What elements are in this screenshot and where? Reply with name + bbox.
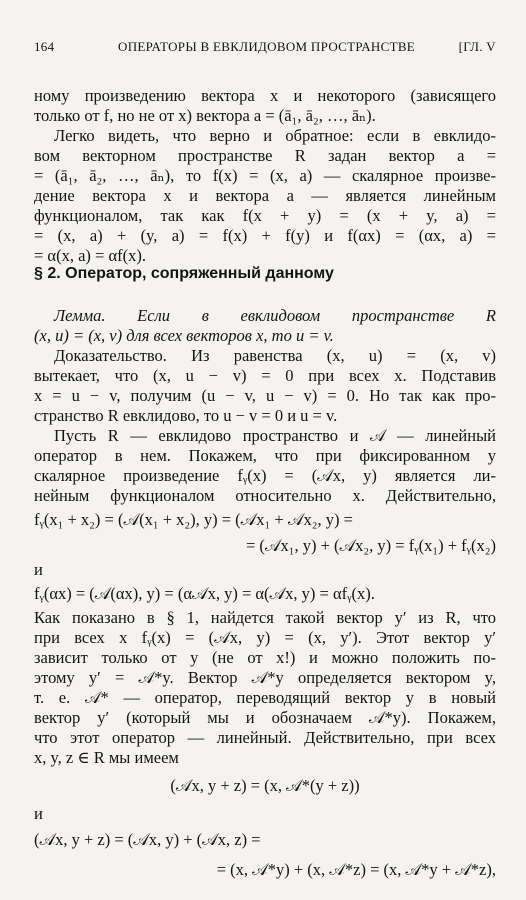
proof-line: Доказательство. Из равенства (x, u) = (x, v): [54, 346, 496, 365]
text-line: что этот оператор — линейный. Действительно, при всех: [34, 728, 496, 747]
formula-line: (𝒜x, y + z) = (𝒜x, y) + (𝒜x, z) =: [34, 830, 261, 849]
text-line: оператор в нем. Покажем, что при фиксированном y: [34, 446, 496, 465]
formula-line: fᵧ(αx) = (𝒜(αx), y) = (α𝒜x, y) = α(𝒜x, y) = αfᵧ(x).: [34, 584, 375, 603]
text-line: при всех x fᵧ(x) = (𝒜x, y) = (x, y′). Этот вектор y′: [34, 628, 496, 647]
proof-line: странство R евклидово, то u − v = 0 и u = v.: [34, 406, 338, 425]
section-title: § 2. Оператор, сопряженный данному: [34, 265, 334, 282]
formula-line: = (𝒜x₁, y) + (𝒜x₂, y) = fᵧ(x₁) + fᵧ(x₂): [245, 536, 496, 555]
text-line: вектор y′ (который мы и обозначаем 𝒜*y). Покажем,: [34, 708, 496, 727]
text-line: = (ā₁, ā₂, …, āₙ), то f(x) = (x, a) — скалярное произве-: [34, 166, 496, 185]
proof-line: x = u − v, получим (u − v, u − v) = 0. Но так как про-: [34, 386, 496, 405]
text-line: этому y′ = 𝒜*y. Вектор 𝒜*y определяется вектором y,: [34, 668, 496, 687]
lemma-line: Лемма. Если в евклидовом пространстве R: [54, 306, 496, 325]
text-line: только от f, но не от x) вектора a = (ā₁, ā₂, …, āₙ).: [34, 106, 376, 125]
lemma-line: (x, u) = (x, v) для всех векторов x, то u = v.: [34, 326, 334, 345]
formula-line: fᵧ(x₁ + x₂) = (𝒜(x₁ + x₂), y) = (𝒜x₁ + 𝒜x₂, y) =: [34, 510, 353, 529]
text-line: зависит только от y (не от x!) и можно положить по-: [34, 648, 496, 667]
text-line: функционалом, так как f(x + y) = (x + y, a) =: [34, 206, 496, 225]
text-line: = α(x, a) = αf(x).: [34, 246, 146, 265]
text-line: Как показано в § 1, найдется такой вектор y′ из R, что: [34, 608, 496, 627]
text-line: ному произведению вектора x и некоторого (зависящего: [34, 86, 496, 105]
text-line: = (x, a) + (y, a) = f(x) + f(y) и f(αx) = (αx, a) =: [34, 226, 496, 245]
text-line: x, y, z ∈ R мы имеем: [34, 748, 179, 767]
text-line: т. е. 𝒜* — оператор, переводящий вектор y в новый: [34, 688, 496, 707]
chapter-label: [ГЛ. V: [458, 39, 496, 54]
formula-line: = (x, 𝒜*y) + (x, 𝒜*z) = (x, 𝒜*y + 𝒜*z),: [216, 860, 496, 879]
formula-line: (𝒜x, y + z) = (x, 𝒜*(y + z)): [170, 776, 360, 795]
text-line: вом векторном пространстве R задан вектор a =: [34, 146, 496, 165]
running-title: ОПЕРАТОРЫ В ЕВКЛИДОВОМ ПРОСТРАНСТВЕ: [118, 39, 416, 54]
text-line: и: [34, 804, 43, 823]
text-line: нейным функционалом относительно x. Действительно,: [34, 486, 496, 505]
text-line: скалярное произведение fᵧ(x) = (𝒜x, y) является ли-: [34, 466, 496, 485]
text-line: Легко видеть, что верно и обратное: если в евклидо-: [54, 126, 496, 145]
text-line: Пусть R — евклидово пространство и 𝒜 — линейный: [54, 426, 496, 445]
page-number: 164: [34, 39, 55, 54]
text-line: дение вектора x и вектора a — является линейным: [34, 186, 496, 205]
proof-line: вытекает, что (x, u − v) = 0 при всех x. Подставив: [34, 366, 496, 385]
text-line: и: [34, 560, 43, 579]
